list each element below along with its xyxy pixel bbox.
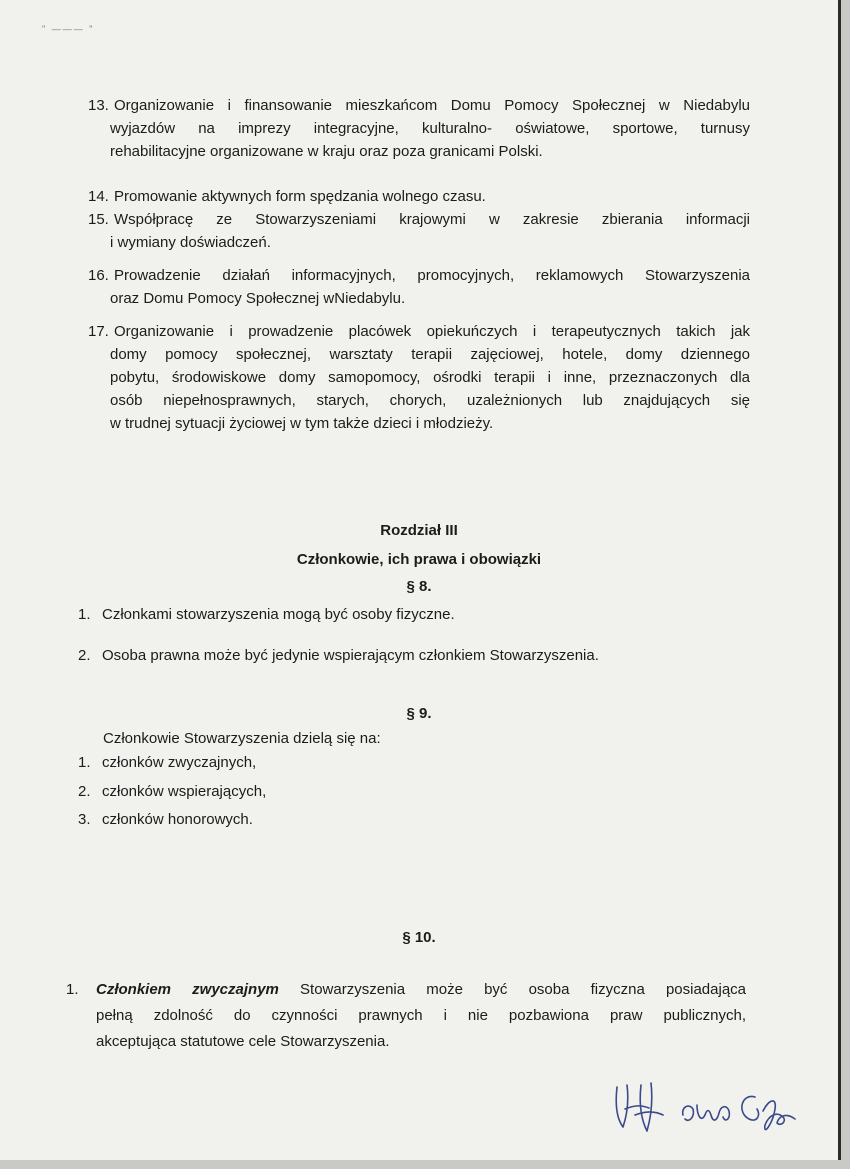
item-number: 16. xyxy=(88,267,109,284)
point-line: akceptująca statutowe cele Stowarzyszenia. xyxy=(96,1033,390,1050)
point-text: Stowarzyszenia może być osoba fizyczna posiadająca xyxy=(278,981,747,998)
item-line xyxy=(88,94,750,117)
point-line xyxy=(66,977,746,1003)
chapter-subtitle: Członkowie, ich prawa i obowiązki xyxy=(296,551,542,568)
item-text: Organizowanie i finansowanie mieszkańcom Domu Pomocy Społecznej w Niedabylu xyxy=(114,97,750,114)
item-line: i wymiany doświadczeń. xyxy=(110,234,271,251)
section-8-point xyxy=(78,645,599,667)
numbered-item xyxy=(88,94,750,163)
item-line: w trudnej sytuacji życiowej w tym także dzieci i młodzieży. xyxy=(110,415,494,432)
item-line: oraz Domu Pomocy Społecznej wNiedabylu. xyxy=(110,290,406,307)
numbered-item xyxy=(88,264,750,310)
numbered-item xyxy=(88,208,750,254)
point-line: pełną zdolność do czynności prawnych i nie pozbawiona praw publicznych, xyxy=(96,1007,746,1024)
section-10-heading: § 10. xyxy=(402,929,436,946)
point-number: 3. xyxy=(78,811,91,828)
item-line xyxy=(88,264,750,287)
item-line: rehabilitacyjne organizowane w kraju oraz poza granicami Polski. xyxy=(110,143,543,160)
chapter-title: Rozdział III xyxy=(380,522,458,539)
item-number: 15. xyxy=(88,211,109,228)
item-line: wyjazdów na imprezy integracyjne, kulturalno- oświatowe, sportowe, turnusy xyxy=(110,120,750,137)
item-number: 14. xyxy=(88,188,109,205)
item-line xyxy=(88,185,750,208)
section-9-point xyxy=(78,809,253,831)
section-9-intro: Członkowie Stowarzyszenia dzielą się na: xyxy=(103,730,381,747)
item-line xyxy=(88,320,750,343)
item-number: 13. xyxy=(88,97,109,114)
section-9-point xyxy=(78,781,266,803)
point-number: 2. xyxy=(78,647,91,664)
item-number: 17. xyxy=(88,323,109,340)
point-number: 2. xyxy=(78,783,91,800)
point-number: 1. xyxy=(78,754,91,771)
point-number: 1. xyxy=(78,606,91,623)
numbered-item xyxy=(88,320,750,435)
handwritten-signature xyxy=(605,1075,805,1155)
item-line xyxy=(88,208,750,231)
section-8-heading: § 8. xyxy=(406,578,432,595)
point-text: Osoba prawna może być jedynie wspierającym członkiem Stowarzyszenia. xyxy=(102,647,599,664)
point-text: członków zwyczajnych, xyxy=(102,754,257,771)
signature-drawing xyxy=(605,1075,805,1150)
point-text: członków honorowych. xyxy=(102,811,253,828)
item-text: Organizowanie i prowadzenie placówek opiekuńczych i terapeutycznych takich jak xyxy=(114,323,750,340)
numbered-item xyxy=(88,185,750,208)
section-8-point xyxy=(78,604,455,626)
point-text: Członkami stowarzyszenia mogą być osoby fizyczne. xyxy=(102,606,455,623)
item-text: Promowanie aktywnych form spędzania wolnego czasu. xyxy=(114,188,486,205)
section-9-point xyxy=(78,752,256,774)
section-9-heading: § 9. xyxy=(406,705,432,722)
item-line: pobytu, środowiskowe domy samopomocy, ośrodki terapii i inne, przeznaczonych dla xyxy=(110,369,750,386)
item-text: Prowadzenie działań informacyjnych, promocyjnych, reklamowych Stowarzyszenia xyxy=(114,267,750,284)
emphasized-term: Członkiem zwyczajnym xyxy=(96,981,279,998)
item-line: domy pomocy społecznej, warsztaty terapii zajęciowej, hotele, domy dziennego xyxy=(110,346,750,363)
section-10-point xyxy=(66,977,746,1055)
point-text: członków wspierających, xyxy=(102,783,267,800)
item-line: osób niepełnosprawnych, starych, chorych, uzależnionych lub znajdujących się xyxy=(110,392,750,409)
scan-mark: " ——— " xyxy=(42,24,95,34)
item-text: Współpracę ze Stowarzyszeniami krajowymi w zakresie zbierania informacji xyxy=(114,211,750,228)
point-number: 1. xyxy=(66,981,79,998)
